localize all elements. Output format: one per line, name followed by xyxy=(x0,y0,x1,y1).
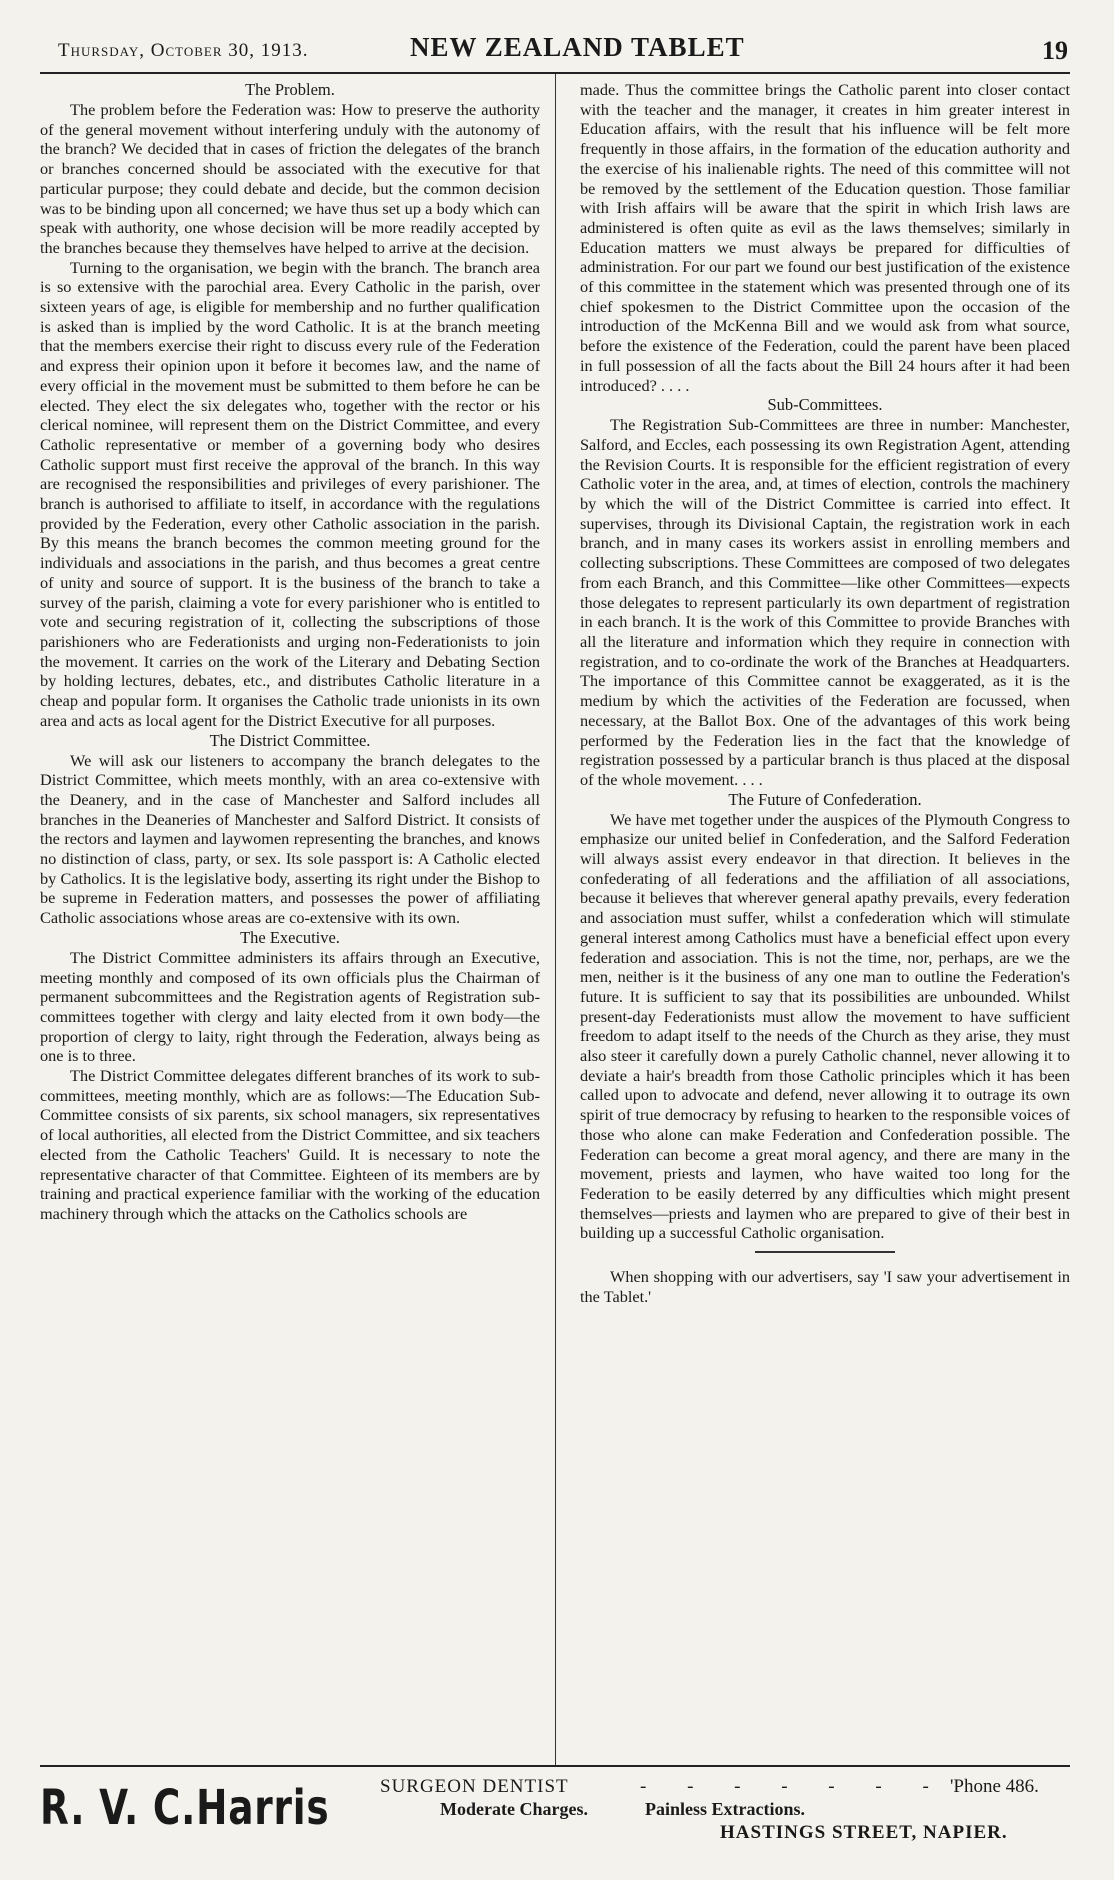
column-divider xyxy=(555,74,556,1765)
paragraph-problem: The problem before the Federation was: How to preserve the authority of the general movement without interfering unduly with the autonomy of the branch? We decided that in cases of friction the delegates of the branch or branches concerned should be associated with the executive for that particular purpose; they could debate and decide, but the common decision was to be binding upon all concerned; we have thus set up a body which can speak with authority, one whose decision will be more readily accepted by the branches because they themselves have helped to arrive at the decision. xyxy=(40,100,540,257)
heading-future-confederation: The Future of Confederation. xyxy=(728,789,922,809)
heading-sub-committees: Sub-Committees. xyxy=(767,395,883,415)
dentist-advertisement xyxy=(40,1772,1070,1852)
paragraph-executive: The District Committee administers its affairs through an Executive, meeting monthly and composed of its own officials plus the Chairman of permanent subcommittees and the Registration agents of Registration sub-committees together with clergy and laity elected from it own body—the proportion of clergy to laity, right through the Federation, always being as one is to three. xyxy=(40,947,540,1066)
page-number: 19 xyxy=(1042,36,1068,65)
painless-text: Painless Extractions. xyxy=(645,1799,805,1819)
paragraph-district-committee: We will ask our listeners to accompany the branch delegates to the District Committee, which meets monthly, with an area co-extensive with the Deanery, and in the case of Manchester and Salford includes all branches in the Deaneries of Manchester and Salford District. It consists of the rectors and laymen and laywomen representing the branches, and knows no distinction of class, party, or sex. Its sole passport is: A Catholic elected by Catholics. It is the legislative body, asserting its right under the Bishop to be supreme in Federation matters, and possesses the power of affiliating Catholic associations whose areas are co-extensive with its own. xyxy=(40,750,540,928)
advertiser-notice: When shopping with our advertisers, say 'I saw your advertisement in the Tablet.' xyxy=(580,1267,1070,1306)
paragraph-confederation: We have met together under the auspices of the Plymouth Congress to emphasize our united belief in Confederation, and the Salford Federation will always assist every endeavor in that direction. It believes in the confederating of all federations and the affiliation of all associations, because it believes that wherever general apathy prevails, every federation and association must suffer, whilst a confederation which will stimulate general interest among Catholics must have a beneficial effect upon every federation and association. This is not the time, nor, perhaps, are we the men, neither is it the business of any one man to outline the Federation's future. It is sufficient to say that its possibilities are unbounded. Whilst present-day Federationists must allow the movement to have sufficient freedom to adapt itself to the needs of the Church as they arise, they must also steer it carefully down a purely Catholic channel, never allowing it to deviate a hair's breadth from those Catholic principles which it has been called upon to advocate and defend, never allowing it to outrage its own spirit of true democracy by refusing to hearken to the responsible voices of those who alone can make Federation and Confederation possible. The Federation can become a great moral agency, and there are many in the movement, priests and laymen, who have waited too long for the Federation to be easily deterred by any difficulties which might present themselves—priests and laymen who are prepared to give of their best in building up a successful Catholic organisation. xyxy=(580,809,1070,1243)
right-column xyxy=(580,80,1070,1306)
advertiser-address: HASTINGS STREET, NAPIER. xyxy=(720,1822,1008,1843)
paragraph-registration: The Registration Sub-Committees are three in number: Manchester, Salford, and Eccles, each possessing its own Registration Agent, attending the Revision Courts. It is responsible for the efficient registration of every Catholic voter in the area, and, at times of election, controls the machinery by which the will of the District Committee is carried into effect. It supervises, through its Divisional Captain, the registration work in each branch, and in many cases its workers assist in enrolling members and collecting subscriptions. These Committees are composed of two delegates from each Branch, and this Committee—like other Committees—expects those delegates to represent particularly its own department of registration in each branch. It is the work of this Committee to provide Branches with all the literature and information which they require in connection with registration, and to co-ordinate the work of the Branches at Headquarters. The importance of this Committee cannot be exaggerated, as it is the medium by which the activities of the Federation are focussed, when necessary, at the Ballot Box. One of the advantages of this work being performed by the Federation lies in the fact that the knowledge of registration possessed by a particular branch is thus placed at the disposal of the whole movement. . . . xyxy=(580,415,1070,789)
heading-district-committee: The District Committee. xyxy=(209,730,371,750)
charges-text: Moderate Charges. xyxy=(440,1799,588,1819)
advertiser-profession: SURGEON DENTIST xyxy=(380,1776,569,1797)
section-rule xyxy=(755,1251,895,1253)
advertisement-rule xyxy=(40,1765,1070,1767)
phone-number: 'Phone 486. xyxy=(950,1776,1039,1797)
leader-dashes: - - - - - - - xyxy=(640,1776,947,1797)
issue-date: Thursday, October 30, 1913. xyxy=(58,40,309,61)
page-header xyxy=(40,32,1070,68)
heading-the-problem: The Problem. xyxy=(245,80,335,99)
paragraph-sub-committees-intro: The District Committee delegates different branches of its work to sub-committees, meeting monthly, which are as follows:—The Education Sub-Committee consists of six parents, six school managers, six representatives of local authorities, all elected from the District Committee, and six teachers elected from the Catholic Teachers' Guild. It is necessary to note the representative character of that Committee. Eighteen of its members are by training and practical experience familiar with the working of the education machinery through which the attacks on the Catholics schools are xyxy=(40,1066,540,1223)
paragraph-education-committee: made. Thus the committee brings the Catholic parent into closer contact with the teacher and the manager, it creates in him greater interest in Education affairs, with the result that his influence will be felt more frequently in those affairs, in the formation of the education authority and the exercise of his inalienable rights. The need of this committee will not be removed by the settlement of the Education question. Those familiar with Irish affairs will be aware that the spirit in which Irish laws are administered is often quite as evil as the laws themselves; similarly in Education matters we must always be prepared for difficulties of administration. For our part we found our best justification of the existence of this committee in the statement which was presented through one of its chief spokesmen to the District Committee upon the occasion of the introduction of the McKenna Bill and we would ask from what source, before the existence of the Federation, could the parent have been placed in full possession of all the facts about the Bill 24 hours after it had been introduced? . . . . xyxy=(580,80,1070,395)
masthead-title: NEW ZEALAND TABLET xyxy=(410,32,745,62)
paragraph-organisation: Turning to the organisation, we begin with the branch. The branch area is so extensive with the parochial area. Every Catholic in the parish, over sixteen years of age, is eligible for membership and no further qualification is asked than is implied by the word Catholic. It is at the branch meeting that the members exercise their right to discuss every rule of the Federation and express their opinion upon it before it becomes law, and the name of every official in the movement must be submitted to them before he can be elected. They elect the six delegates who, together with the rector or his clerical nominee, will represent them on the District Committee, and every Catholic representative or member of a governing body who desires Catholic support must first receive the approval of the branch. In this way are recognised the responsibilities and privileges of every parishioner. The branch is authorised to affiliate to itself, in accordance with the regulations provided by the Federation, every other Catholic association in the parish. By this means the branch becomes the common meeting ground for the individuals and associations in the parish, and thus becomes a great centre of unity and source of support. It is the business of the branch to take a survey of the parish, claiming a vote for every parishioner who is entitled to vote and securing registration of it, collecting the subscriptions of those parishioners who are Federationists and urging non-Federationists to join the movement. It carries on the work of the Literary and Debating Section by holding lectures, debates, etc., and distributes Catholic literature in a cheap and popular form. It organises the Catholic trade unionists in its own area and acts as local agent for the District Executive for all purposes. xyxy=(40,257,540,730)
heading-executive: The Executive. xyxy=(240,927,340,947)
left-column xyxy=(40,80,540,1224)
advertiser-name: R. V. C.Harris xyxy=(40,1780,330,1836)
